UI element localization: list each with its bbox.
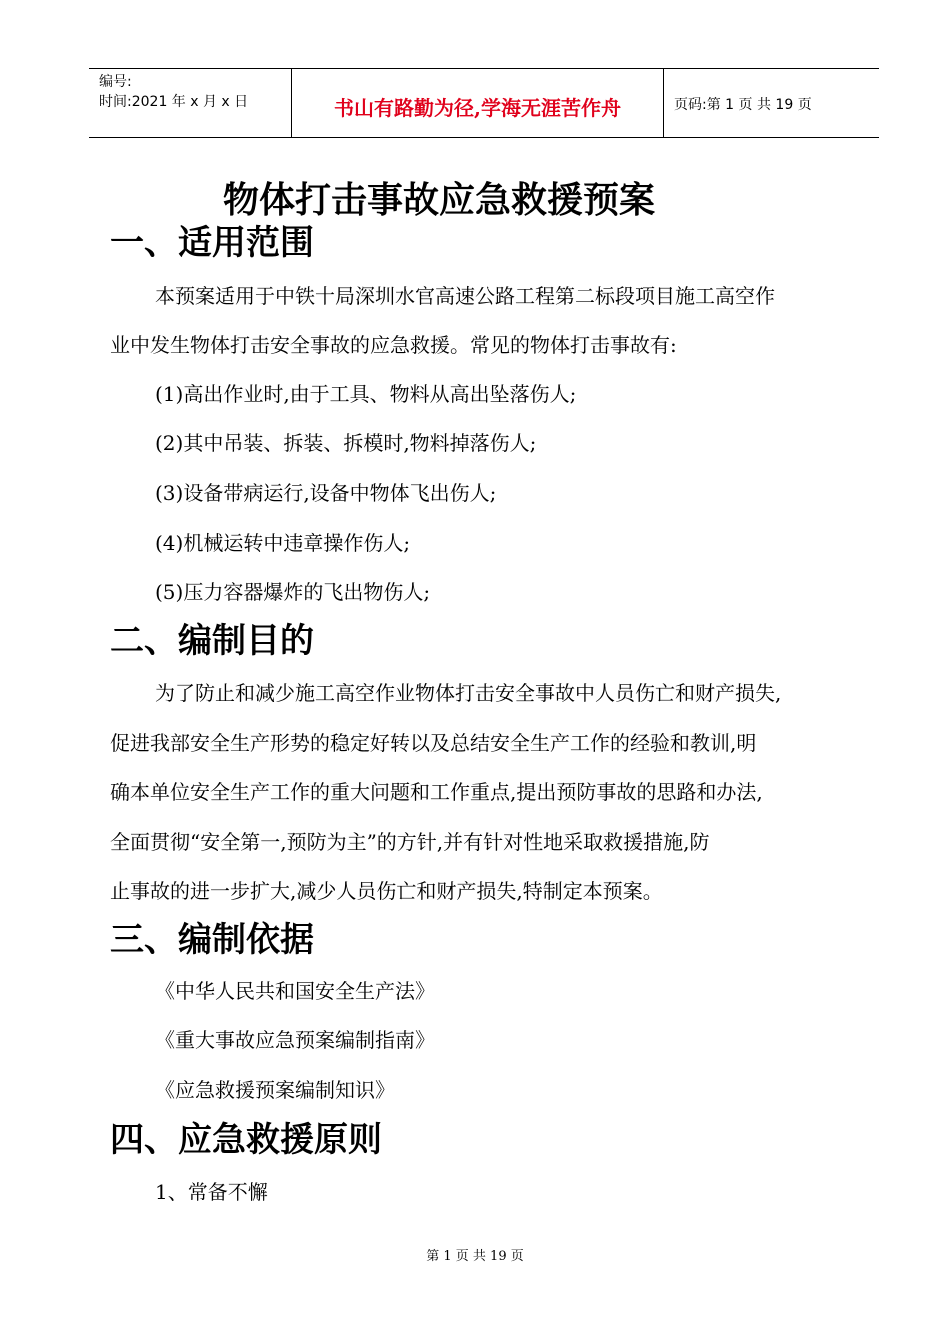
list-item: (2)其中吊装、拆装、拆模时,物料掉落伤人;	[155, 431, 537, 455]
paragraph-line: 全面贯彻“安全第一,预防为主”的方针,并有针对性地采取救援措施,防	[110, 830, 710, 854]
time-label: 时间:2021 年 x 月 x 日	[99, 94, 249, 110]
section-heading-purpose: 二、编制目的	[110, 621, 314, 661]
list-item: 1、常备不懈	[155, 1180, 268, 1204]
section-heading-scope: 一、适用范围	[110, 223, 314, 263]
paragraph-line: 止事故的进一步扩大,减少人员伤亡和财产损失,特制定本预案。	[110, 879, 663, 903]
list-item: (1)高出作业时,由于工具、物料从高出坠落伤人;	[155, 382, 577, 406]
reference-item: 《中华人民共和国安全生产法》	[155, 979, 435, 1003]
header-motto-cell	[292, 69, 664, 137]
list-item: (4)机械运转中违章操作伤人;	[155, 531, 411, 555]
paragraph-line: 业中发生物体打击安全事故的应急救援。常见的物体打击事故有:	[110, 333, 677, 357]
reference-item: 《重大事故应急预案编制指南》	[155, 1028, 435, 1052]
page-header-table	[89, 68, 879, 138]
header-page-cell	[664, 69, 879, 137]
paragraph-line: 本预案适用于中铁十局深圳水官高速公路工程第二标段项目施工高空作	[155, 284, 775, 308]
page-footer: 第 1 页 共 19 页	[426, 1249, 524, 1264]
list-item: (3)设备带病运行,设备中物体飞出伤人;	[155, 481, 497, 505]
reference-item: 《应急救援预案编制知识》	[155, 1078, 395, 1102]
number-label: 编号:	[99, 74, 132, 90]
paragraph-line: 促进我部安全生产形势的稳定好转以及总结安全生产工作的经验和教训,明	[110, 731, 757, 755]
paragraph-line: 确本单位安全生产工作的重大问题和工作重点,提出预防事故的思路和办法,	[110, 780, 763, 804]
document-title: 物体打击事故应急救援预案	[222, 180, 655, 221]
header-left-cell	[89, 69, 292, 137]
section-heading-principles: 四、应急救援原则	[110, 1120, 382, 1160]
list-item: (5)压力容器爆炸的飞出物伤人;	[155, 580, 431, 604]
header-page-label: 页码:第 1 页 共 19 页	[674, 97, 812, 113]
header-motto: 书山有路勤为径,学海无涯苦作舟	[334, 96, 621, 120]
paragraph-line: 为了防止和减少施工高空作业物体打击安全事故中人员伤亡和财产损失,	[155, 681, 782, 705]
section-heading-basis: 三、编制依据	[110, 920, 314, 960]
